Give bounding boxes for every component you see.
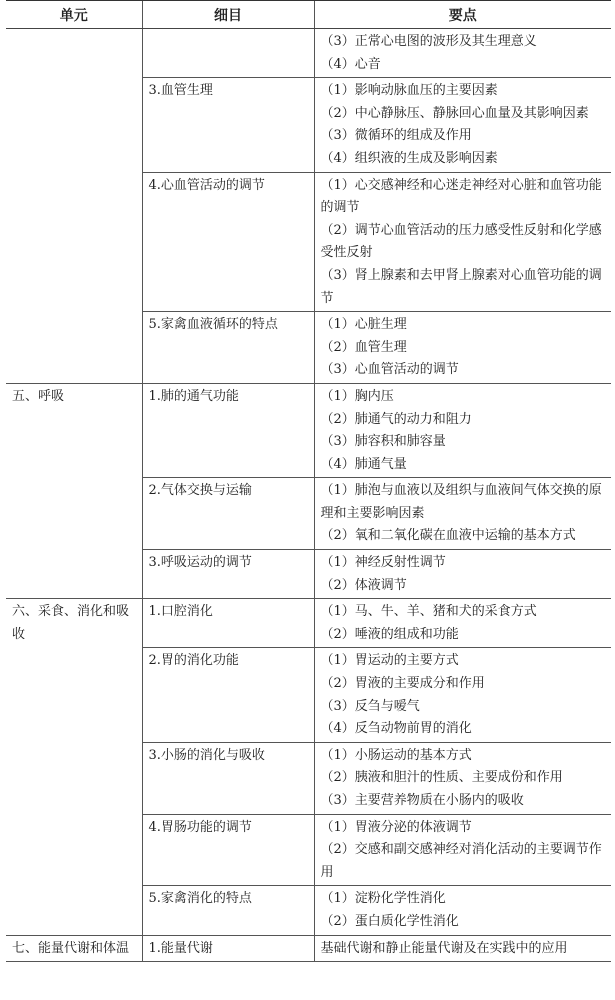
point-item: （1）神经反射性调节 (320, 555, 446, 571)
syllabus-table (6, 0, 611, 962)
header-unit: 单元 (6, 1, 142, 29)
point-item: （3）微循环的组成及作用 (320, 128, 472, 144)
detail-cell: 5.家禽血液循环的特点 (142, 312, 314, 384)
unit-cell: 六、采食、消化和吸收 (6, 599, 142, 935)
detail-cell: 1.口腔消化 (142, 599, 314, 648)
detail-cell: 3.血管生理 (142, 78, 314, 172)
points-cell (314, 383, 611, 477)
point-item: （2）血管生理 (320, 339, 407, 355)
point-item: （3）正常心电图的波形及其生理意义 (320, 34, 537, 49)
points-cell (314, 29, 611, 78)
points-cell (314, 742, 611, 814)
point-item: （4）反刍动物前胃的消化 (320, 721, 472, 737)
point-item: （1）影响动脉血压的主要因素 (320, 83, 498, 99)
point-item: （2）胰液和胆汁的性质、主要成份和作用 (320, 770, 563, 786)
point-item: （1）肺泡与血液以及组织与血液间气体交换的原理和主要影响因素 (320, 483, 602, 521)
point-item: （1）胃液分泌的体液调节 (320, 819, 472, 835)
unit-cell: 七、能量代谢和体温 (6, 935, 142, 962)
detail-cell: 2.胃的消化功能 (142, 648, 314, 742)
point-item: （3）反刍与嗳气 (320, 698, 420, 714)
points-cell (314, 550, 611, 599)
point-item: （3）主要营养物质在小肠内的吸收 (320, 793, 524, 808)
detail-cell (142, 29, 314, 78)
point-item: （4）肺通气量 (320, 456, 407, 472)
header-points: 要点 (314, 1, 611, 29)
point-item: （1）小肠运动的基本方式 (320, 747, 472, 763)
points-cell (314, 78, 611, 172)
table-body (6, 29, 611, 962)
points-cell (314, 599, 611, 648)
point-item: （2）氧和二氧化碳在血液中运输的基本方式 (320, 528, 576, 544)
detail-cell: 1.肺的通气功能 (142, 383, 314, 477)
table-row (6, 383, 611, 477)
table-row (6, 29, 611, 78)
unit-cell (6, 29, 142, 384)
point-item: （1）马、牛、羊、猪和犬的采食方式 (320, 604, 537, 620)
header-row (6, 1, 611, 29)
points-cell (314, 312, 611, 384)
point-item: 基础代谢和静止能量代谢及在实践中的应用 (320, 940, 568, 956)
syllabus-document (6, 0, 611, 1000)
point-item: （2）交感和副交感神经对消化活动的主要调节作用 (320, 842, 602, 880)
point-item: （2）肺通气的动力和阻力 (320, 411, 472, 427)
point-item: （1）心交感神经和心迷走神经对心脏和血管功能的调节 (320, 177, 602, 216)
point-item: （4）组织液的生成及影响因素 (320, 150, 498, 166)
point-item: （2）蛋白质化学性消化 (320, 913, 459, 929)
point-item: （2）中心静脉压、静脉回心血量及其影响因素 (320, 105, 589, 121)
detail-cell: 4.胃肠功能的调节 (142, 814, 314, 886)
detail-cell: 3.小肠的消化与吸收 (142, 742, 314, 814)
detail-cell: 1.能量代谢 (142, 935, 314, 962)
detail-cell: 3.呼吸运动的调节 (142, 550, 314, 599)
table-row (6, 935, 611, 962)
point-item: （4）心音 (320, 56, 381, 72)
points-cell (314, 648, 611, 742)
detail-cell: 2.气体交换与运输 (142, 478, 314, 550)
point-item: （2）胃液的主要成分和作用 (320, 676, 485, 692)
point-item: （3）肺容积和肺容量 (320, 434, 446, 450)
points-cell (314, 172, 611, 312)
header-detail: 细目 (142, 1, 314, 29)
point-item: （3）肾上腺素和去甲肾上腺素对心血管功能的调节 (320, 267, 602, 306)
point-item: （1）淀粉化学性消化 (320, 891, 446, 907)
point-item: （2）唾液的组成和功能 (320, 626, 459, 642)
points-cell (314, 886, 611, 935)
table-row (6, 599, 611, 648)
point-item: （1）心脏生理 (320, 317, 407, 333)
points-cell (314, 935, 611, 962)
point-item: （1）胃运动的主要方式 (320, 653, 459, 669)
detail-cell: 4.心血管活动的调节 (142, 172, 314, 312)
point-item: （1）胸内压 (320, 388, 394, 404)
points-cell (314, 814, 611, 886)
unit-cell: 五、呼吸 (6, 383, 142, 598)
point-item: （2）体液调节 (320, 577, 407, 593)
detail-cell: 5.家禽消化的特点 (142, 886, 314, 935)
points-cell (314, 478, 611, 550)
point-item: （2）调节心血管活动的压力感受性反射和化学感受性反射 (320, 222, 602, 261)
point-item: （3）心血管活动的调节 (320, 362, 459, 378)
